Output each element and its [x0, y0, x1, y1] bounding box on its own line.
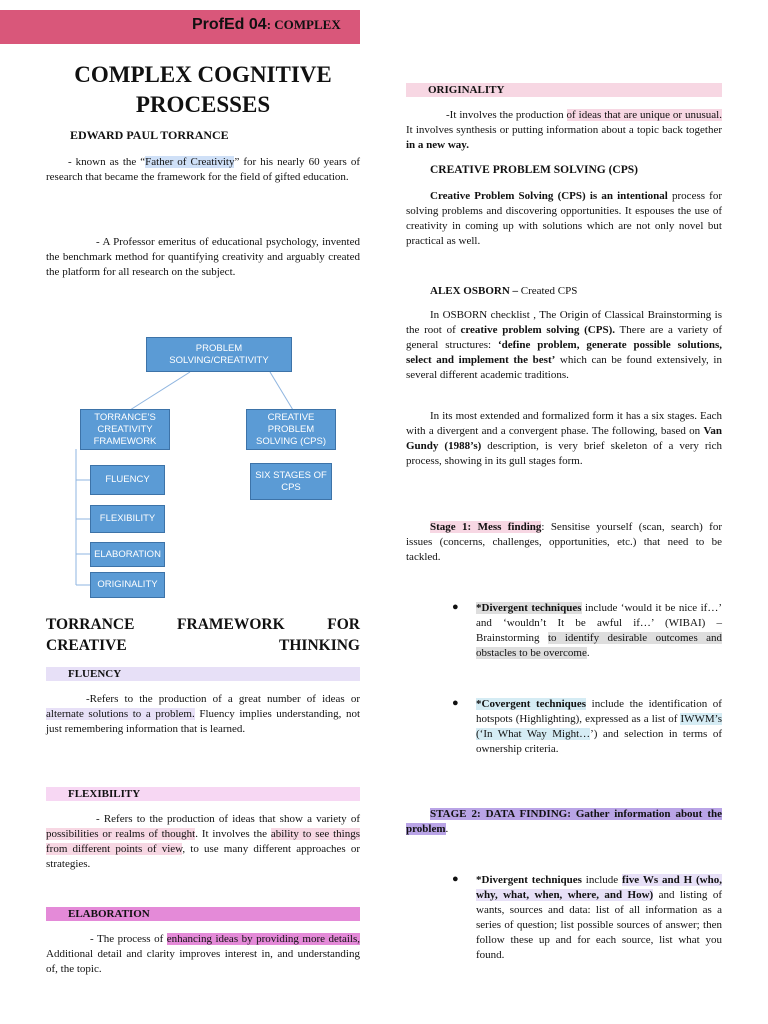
cps-paragraph: Creative Problem Solving (CPS) is an intentional process for solving problems and discovering opportunities. It espouses the use of creativity in coming up with solutions which are not only novel but practical as well. — [406, 190, 722, 247]
highlight-desirable-outcomes: to identify desirable outcomes and obstacles to be overcome — [476, 632, 722, 659]
person-heading: EDWARD PAUL TORRANCE — [70, 128, 229, 142]
diagram-node-fluency: FLUENCY — [90, 465, 165, 495]
bullet-divergent-2: *Divergent techniques include five Ws and H (who, why, what, when, where, and How) and listing of wants, sources and data: list of all information as a series of question; list possible sources of answer; then follow these up and for each source, list what you found. — [476, 874, 722, 961]
fluency-paragraph: -Refers to the production of a great number of ideas or alternate solutions to a problem. Fluency implies understanding, not just remembering information that is learned. — [46, 693, 361, 735]
diagram-node-six-stages: SIX STAGES OF CPS — [250, 463, 332, 500]
bullet-dot: ● — [452, 697, 459, 709]
diagram-node-cps: CREATIVE PROBLEM SOLVING (CPS) — [246, 409, 336, 450]
elaboration-paragraph: - The process of enhancing ideas by providing more details, Additional detail and clarity improves interest in, and understanding of, the topic. — [46, 933, 360, 975]
diagram-node-originality: ORIGINALITY — [90, 572, 165, 598]
diagram-node-root: PROBLEM SOLVING/CREATIVITY — [146, 337, 292, 372]
osborn-heading: ALEX OSBORN – Created CPS — [430, 285, 578, 297]
highlight-alternate-solutions: alternate solutions to a problem. — [46, 708, 195, 720]
fluency-heading: FLUENCY — [46, 667, 360, 681]
header-course: ProfEd 04: COMPLEX — [192, 16, 341, 33]
diagram-node-torrance-framework: TORRANCE’S CREATIVITY FRAMEWORK — [80, 409, 170, 450]
elaboration-heading: ELABORATION — [46, 907, 360, 921]
flexibility-paragraph: - Refers to the production of ideas that show a variety of possibilities or realms of thought. It involves the ability to see things from different points of view, to use many different approaches or strategies. — [46, 813, 360, 870]
osborn-paragraph-1: In OSBORN checklist , The Origin of Classical Brainstorming is the root of creative problem solving (CPS). There are a variety of general structures: ‘define problem, generate possible solutions, select and implement the best’ which can be found extensively, in several different academic traditions. — [406, 309, 723, 381]
framework-title: TORRANCE FRAMEWORK FOR CREATIVE THINKING — [46, 616, 360, 654]
diagram-node-flexibility: FLEXIBILITY — [90, 505, 165, 533]
highlight-father-of-creativity: Father of Creativity — [145, 156, 235, 168]
highlight-stage1-label: Stage 1: Mess finding — [430, 521, 542, 533]
bullet-convergent: *Covergent techniques include the identification of hotspots (Highlighting), expressed as a list of IWWM’s (‘In What Way Might…’) and selection in terms of ownership criteria. — [476, 698, 722, 755]
page-title: COMPLEX COGNITIVE PROCESSES — [74, 62, 332, 117]
stage1-paragraph: Stage 1: Mess finding: Sensitise yourself (scan, search) for issues (concerns, challenges, opportunities, etc.) that need to be tackled. — [406, 521, 722, 563]
torrance-paragraph-1: - known as the “Father of Creativity” for his nearly 60 years of research that became the framework for the field of gifted education. — [46, 156, 360, 183]
originality-heading: ORIGINALITY — [406, 83, 722, 97]
bullet-dot: ● — [452, 873, 459, 885]
highlight-enhancing-ideas: enhancing ideas by providing more details, — [166, 933, 360, 945]
cps-heading: CREATIVE PROBLEM SOLVING (CPS) — [430, 164, 638, 176]
originality-paragraph: -It involves the production of ideas that are unique or unusual. It involves synthesis or putting information about a topic back together in a new way. — [406, 109, 722, 151]
bullet-dot: ● — [452, 601, 459, 613]
highlight-unique-ideas: of ideas that are unique or unusual. — [566, 109, 722, 121]
highlight-five-ws: five Ws and H (who, why, what, when, where, and How) — [476, 874, 722, 901]
highlight-possibilities: possibilities or realms of thought — [46, 828, 196, 840]
diagram-node-elaboration: ELABORATION — [90, 542, 165, 567]
highlight-points-of-view: ability to see things from different points of view — [46, 828, 360, 855]
highlight-iwwm: IWWM’s (‘In What Way Might… — [476, 713, 722, 740]
torrance-paragraph-2: - A Professor emeritus of educational psychology, invented the benchmark method for quantifying creativity and arguably created the platform for all research on the subject. — [46, 236, 360, 278]
osborn-paragraph-2: In its most extended and formalized form it has a six stages. Each with a divergent and a convergent phase. The following, based on Van Gundy (1988’s) description, is very brief skeleton of a very rich process, showing in its gull stages form. — [406, 410, 722, 467]
bullet-divergent-1: *Divergent techniques include ‘would it be nice if…’ and ‘wouldn’t It be awful if…’ (WIBAI) – Brainstorming to identify desirable outcomes and obstacles to be overcome. — [476, 602, 722, 659]
header-suffix: : COMPLEX — [266, 17, 341, 32]
stage2-heading: STAGE 2: DATA FINDING: Gather information about the problem. — [406, 808, 722, 835]
flexibility-heading: FLEXIBILITY — [46, 787, 360, 801]
